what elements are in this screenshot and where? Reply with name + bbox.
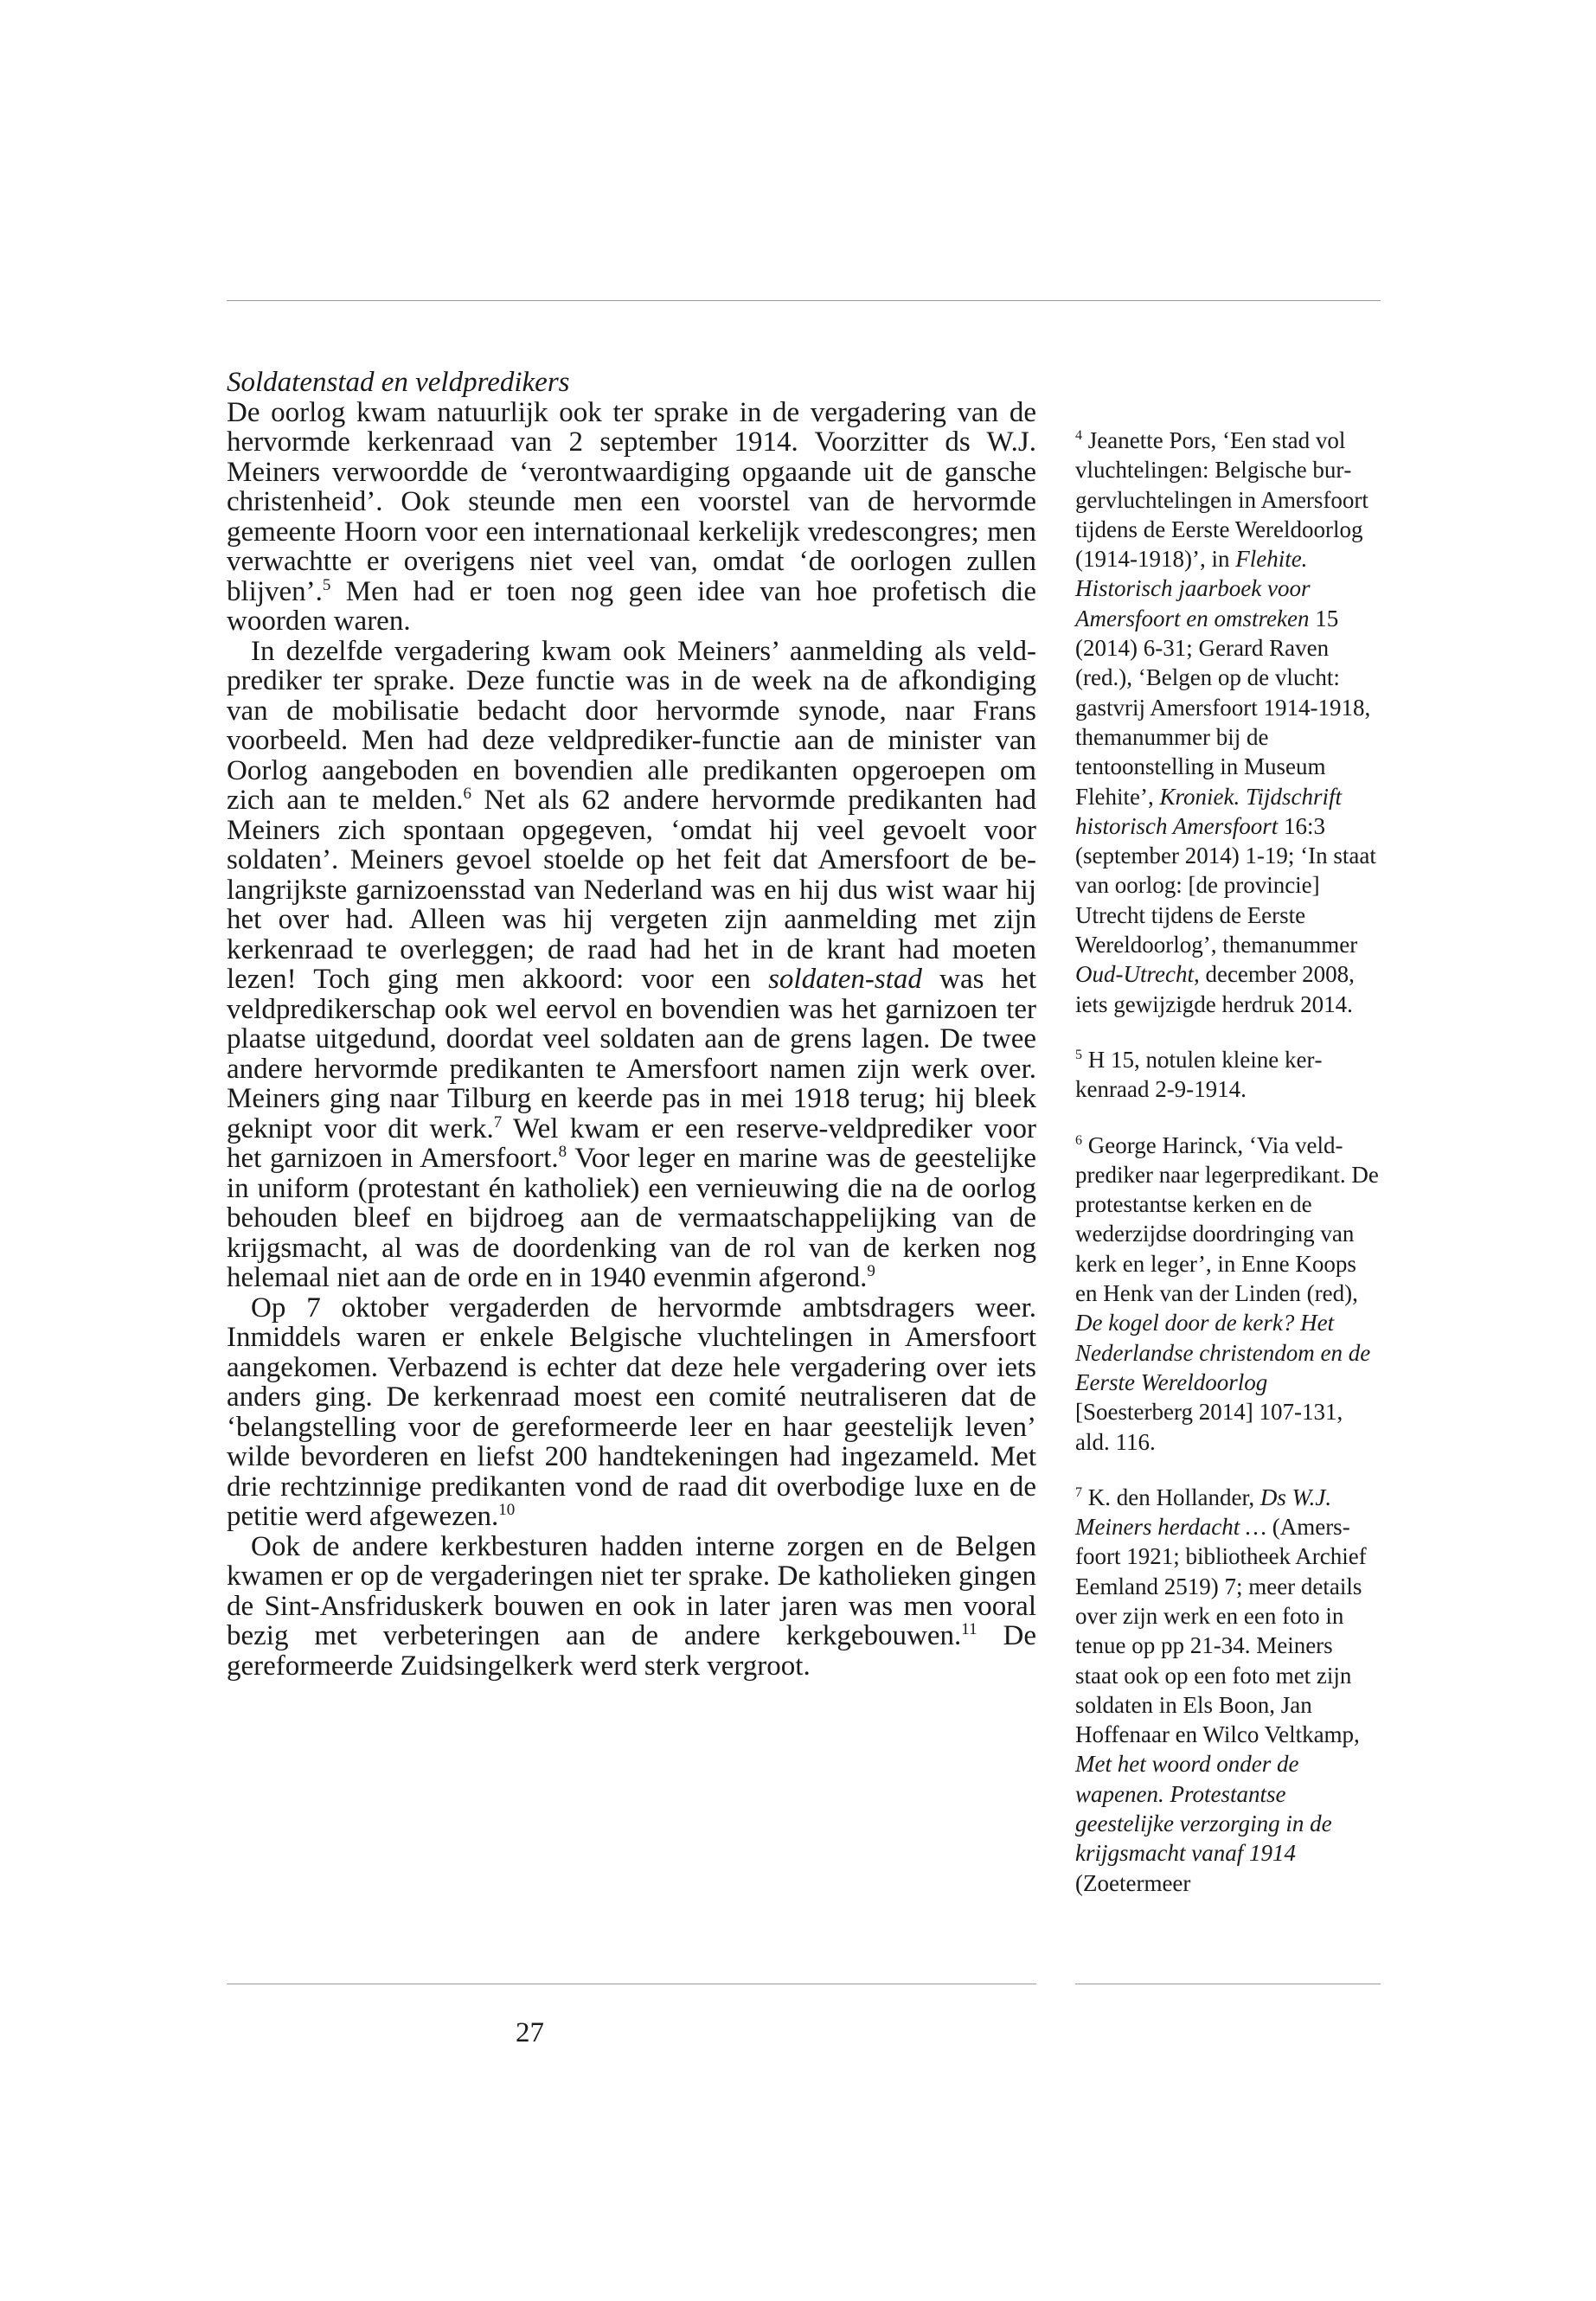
footnote-6: $^6$ George Harinck, ‘Via veldprediker naar legerpredikant. De protestantse kerken en de wederzijdse doordringing van kerk en leger’, in Enne Koops en Henk van der Linden (red), De kogel door de kerk? Het Nederlandse christendom en de Eerste Wereldoorlog [Soesterberg 2014] 107-131, ald. 116. <box>1075 1131 1379 1455</box>
section-heading: Soldatenstad en veldpredikers <box>227 367 570 398</box>
footnotes-column <box>1075 426 1381 1924</box>
paragraph-3: Op 7 oktober vergaderden de hervormde ambtsdragers weer. Inmiddels waren er enkele Belgische vluchtelingen in Amersfoort aangekomen. Verbazend is echter dat deze hele vergadering over iets anders ging. De kerkenraad moest een comité neutraliseren dat de ‘belangstelling voor de gereformeerde leer en haar geestelijk leven’ wilde bevorderen en liefst 200 handtekeningen had ingezameld. Met drie rechtzinnige predikanten vond de raad dit overbodige luxe en de petitie werd afgewezen.$^{10}$ <box>227 1292 1036 1532</box>
top-rule <box>227 300 1381 301</box>
page-number: 27 <box>516 2017 544 2048</box>
paragraph-2: In dezelfde vergadering kwam ook Meiners’ aanmelding als veldprediker ter sprake. Deze functie was in de week na de afkondiging van de mobilisatie bedacht door hervormde synode, naar Frans voorbeeld. Men had deze veldprediker-functie aan de minister van Oorlog aangeboden en bovendien alle predikanten opgeroepen om zich aan te melden.$^6$ Net als 62 andere hervormde predikanten had Meiners zich spontaan opgegeven, ‘omdat hij veel gevoelt voor soldaten’. Meiners gevoel stoelde op het feit dat Amersfoort de belangrijkste garnizoensstad van Nederland was en hij dus wist waar hij het over had. Alleen was hij vergeten zijn aanmelding met zijn kerkenraad te overleggen; de raad had het in de krant had moeten lezen! Toch ging men akkoord: voor een soldaten-stad was het veldpredikerschap ook wel eervol en bovendien was het garnizoen ter plaatse uitgedund, doordat veel soldaten aan de grens lagen. De twee andere hervormde predikanten te Amersfoort namen zijn werk over. Meiners ging naar Tilburg en keerde pas in mei 1918 terug; hij bleek geknipt voor dit werk.$^7$ Wel kwam er een reserve-veldprediker voor het garnizoen in Amersfoort.$^8$ Voor leger en marine was de geestelijke in uniform (protestant én katholiek) een vernieuwing die na de oorlog behouden bleef en bijdroeg aan de vermaatschappelijking van de krijgsmacht, al was de doordenking van de rol van de kerken nog helemaal niet aan de orde en in 1940 evenmin afgerond.$^9$ <box>227 635 1037 1293</box>
footnote-ref-10: 10 <box>498 1501 516 1519</box>
footnote-7: $^7$ K. den Hollander, Ds W.J. Meiners herdacht … (Amersfoort 1921; bibliotheek Archief Eemland 2519) 7; meer details over zijn werk en een foto in tenue op pp 21-34. Meiners staat ook op een foto met zijn soldaten in Els Boon, Jan Hoffenaar en Wilco Veltkamp, Met het woord onder de wapenen. Protestantse geestelijke verzorging in de krijgsmacht vanaf 1914 (Zoetermeer <box>1075 1484 1367 1896</box>
footnote-ref-11: 11 <box>961 1620 977 1638</box>
footnote-4: $^4$ Jeanette Pors, ‘Een stad vol vluchtelingen: Belgische burgervluchtelingen in Amersfoort tijdens de Eerste Wereldoorlog (1914-1918)’, in Flehite. Historisch jaarboek voor Amersfoort en omstreken 15 (2014) 6-31; Gerard Raven (red.), ‘Belgen op de vlucht: gastvrij Amersfoort 1914-1918, themanummer bij de tentoonstelling in Museum Flehite’, Kroniek. Tijdschrift historisch Amersfoort 16:3 (september 2014) 1-19; ‘In staat van oorlog: [de provincie] Utrecht tijdens de Eerste Wereldoorlog’, themanummer Oud-Utrecht, december 2008, iets gewijzigde herdruk 2014. <box>1075 427 1376 1017</box>
footnote-ref-8: 8 <box>558 1143 567 1161</box>
footnote-ref-9: 9 <box>867 1262 875 1280</box>
footnote-ref-5: 5 <box>322 575 331 594</box>
footnote-5: $^5$ H 15, notulen kleine kerkenraad 2-9-1914. <box>1075 1046 1323 1103</box>
page-number-container <box>0 2017 1596 2049</box>
main-text-column <box>227 368 1036 1681</box>
paragraph-4: Ook de andere kerkbesturen hadden interne zorgen en de Belgen kwamen er op de vergaderingen niet ter sprake. De katholieken gingen de Sint-Ansfriduskerk bouwen en ook in later jaren was men vooral bezig met verbeteringen aan de andere kerkgebouwen.$^{11}$ De gereformeerde Zuidsingelkerk werd sterk vergroot. <box>227 1530 1036 1682</box>
paragraph-1: De oorlog kwam natuurlijk ook ter sprake in de vergadering van de hervormde kerkenraad van 2 september 1914. Voorzitter ds W.J. Meiners verwoordde de ‘verontwaardiging opgaande uit de gansche christenheid’. Ook steunde men een voorstel van de hervormde gemeente Hoorn voor een internationaal kerkelijk vredescongres; men verwachtte er overigens niet veel van, omdat ‘de oorlogen zullen blijven’.$^5$ Men had er toen nog geen idee van hoe profetisch die woorden waren. <box>227 396 1036 637</box>
footnote-ref-7: 7 <box>493 1112 503 1131</box>
footnote-ref-6: 6 <box>463 785 471 803</box>
